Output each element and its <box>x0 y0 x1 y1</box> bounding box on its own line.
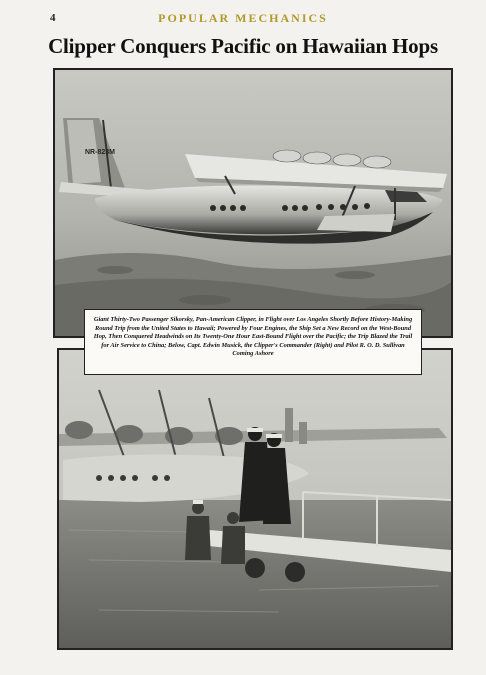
photo-clipper-in-flight <box>53 68 453 338</box>
running-head: POPULAR MECHANICS <box>158 11 328 25</box>
tail-marking: NR-823M <box>85 149 115 156</box>
page-number: 4 <box>50 12 56 24</box>
article-headline: Clipper Conquers Pacific on Hawaiian Hops <box>48 34 438 58</box>
photo-caption: Giant Thirty-Two Passenger Sikorsky, Pan-American Clipper, in Flight over Los Angeles Shortly Before History-Making Round Trip from the United States to Hawaii; Powered by Four Engines, the Ship Set a New Record on the West-Bound Hop, Then Conquered Headwinds on Its Twenty-One Hour East-Bound Flight over the Pacific; the Trip Blazed the Trail for Air Service to China; Below, Capt. Edwin Musick, the Clipper's Commander (Right) and Pilot R. O. D. Sullivan Coming Ashore <box>84 309 422 375</box>
photo-crew-coming-ashore <box>57 348 453 650</box>
